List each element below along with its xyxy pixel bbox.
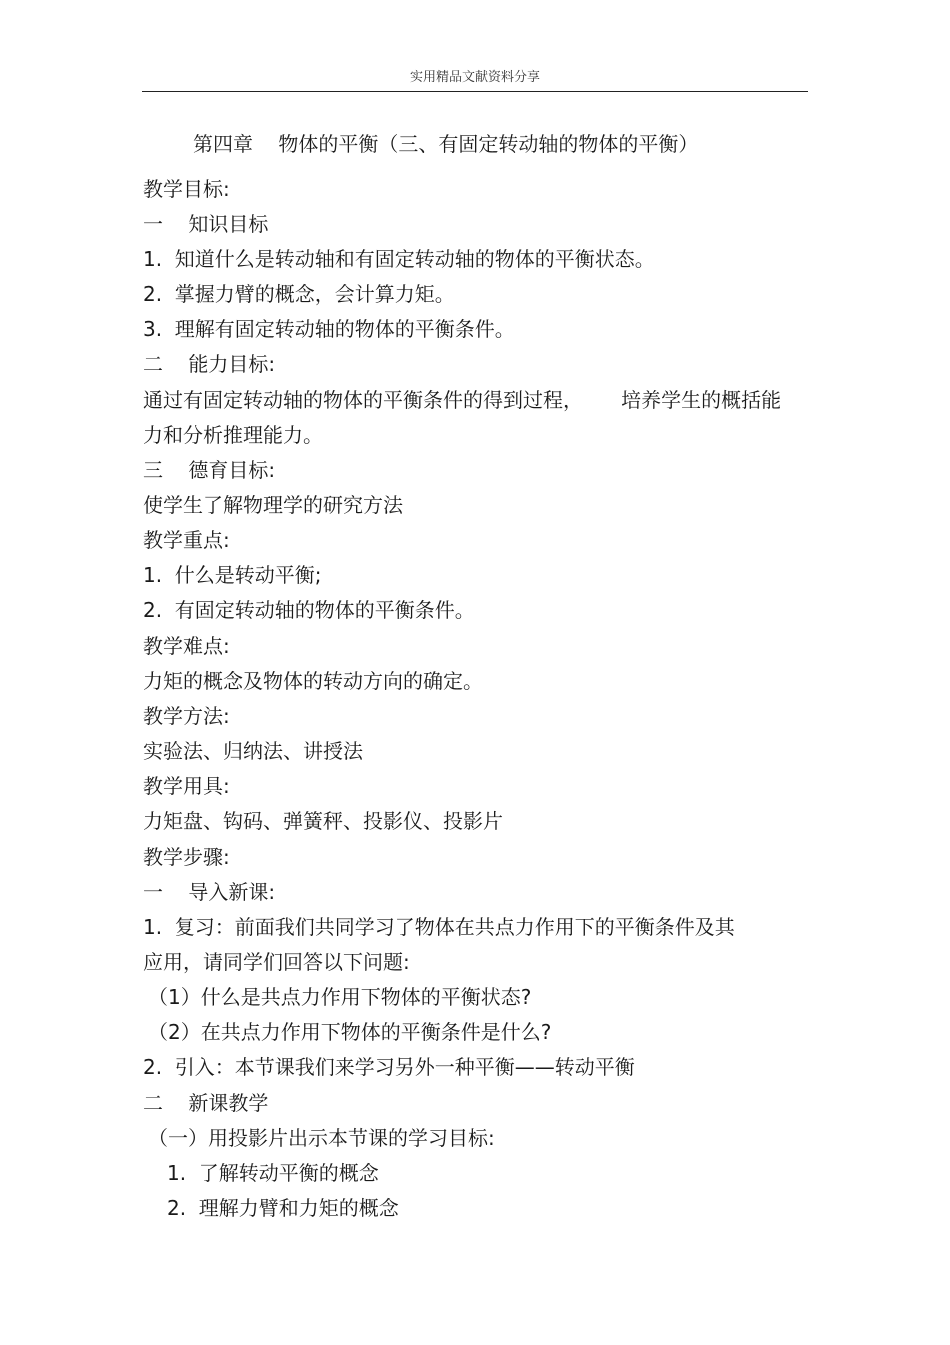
text-line: 教学方法: — [143, 704, 230, 728]
text-line: 3. 理解有固定转动轴的物体的平衡条件。 — [143, 317, 515, 341]
text-line: 2. 引入：本节课我们来学习另外一种平衡——转动平衡 — [143, 1055, 635, 1079]
page-header: 实用精品文献资料分享 — [409, 70, 540, 85]
text-line: 2. 有固定转动轴的物体的平衡条件。 — [143, 598, 475, 622]
text-line: 力和分析推理能力。 — [143, 423, 323, 447]
text-line: 2. 理解力臂和力矩的概念 — [167, 1196, 399, 1220]
text-line: 一 导入新课: — [143, 880, 276, 904]
text-line: （1）什么是共点力作用下物体的平衡状态? — [148, 985, 532, 1009]
text-line: 应用，请同学们回答以下问题: — [143, 950, 410, 974]
text-line: 教学用具: — [143, 774, 230, 798]
text-line: 二 新课教学 — [143, 1091, 269, 1115]
text-line: 1. 复习：前面我们共同学习了物体在共点力作用下的平衡条件及其 — [143, 915, 735, 939]
text-line: 教学目标: — [143, 177, 230, 201]
text-line: 使学生了解物理学的研究方法 — [143, 493, 403, 517]
text-line: 力矩盘、钩码、弹簧秤、投影仪、投影片 — [143, 809, 503, 833]
text-line: 1. 了解转动平衡的概念 — [167, 1161, 379, 1185]
text-line: 教学重点: — [143, 528, 230, 552]
chapter-title: 第四章 物体的平衡（三、有固定转动轴的物体的平衡） — [193, 132, 699, 156]
text-line: 教学难点: — [143, 634, 230, 658]
text-line: 实验法、归纳法、讲授法 — [143, 739, 363, 763]
text-line: 力矩的概念及物体的转动方向的确定。 — [143, 669, 483, 693]
text-line: 1. 什么是转动平衡; — [143, 563, 322, 587]
text-line: 1. 知道什么是转动轴和有固定转动轴的物体的平衡状态。 — [143, 247, 655, 271]
text-line: （一）用投影片出示本节课的学习目标: — [148, 1126, 495, 1150]
text-line: 2. 掌握力臂的概念，会计算力矩。 — [143, 282, 455, 306]
text-line: 教学步骤: — [143, 845, 230, 869]
text-line: 一 知识目标 — [143, 212, 269, 236]
text-line: 通过有固定转动轴的物体的平衡条件的得到过程， 培养学生的概括能 — [143, 388, 782, 412]
text-line: 二 能力目标: — [143, 352, 276, 376]
text-line: 三 德育目标: — [143, 458, 276, 482]
text-line: （2）在共点力作用下物体的平衡条件是什么? — [148, 1020, 552, 1044]
header-rule — [142, 91, 808, 92]
